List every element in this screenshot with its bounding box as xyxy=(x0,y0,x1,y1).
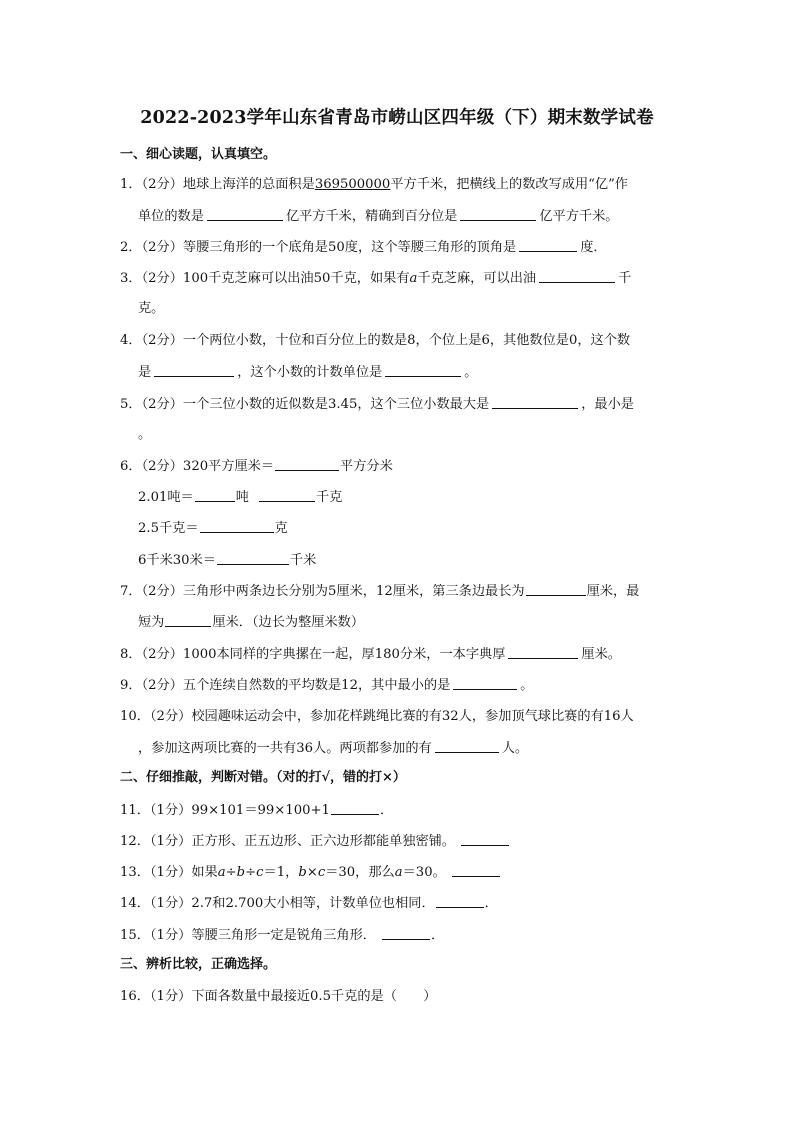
q4-text-d: 。 xyxy=(464,365,478,380)
question-2 xyxy=(120,238,607,257)
question-16: 16．（1分）下面各数量中最接近0.5千克的是（ ） xyxy=(120,989,437,1004)
question-3-line-2: 克。 xyxy=(138,301,165,316)
section-2-heading: 二、仔细推敲，判断对错。（对的打√，错的打×） xyxy=(120,770,406,785)
q3-text-b: 千克芝麻，可以出油 xyxy=(417,271,537,286)
q13-var-b2: b xyxy=(298,865,307,880)
q1-text-c: 单位的数是 xyxy=(138,209,204,224)
q8-text-b: 厘米。 xyxy=(581,647,621,662)
q14-text-b: ． xyxy=(484,896,498,911)
q6-blank-3[interactable] xyxy=(259,488,315,502)
q2-blank[interactable] xyxy=(519,238,577,252)
q6-text-g: 克 xyxy=(274,521,288,536)
q5-text-b: ，最小是 xyxy=(581,397,634,412)
q9-text-b: 。 xyxy=(520,678,534,693)
q7-text-d: 厘米．（边长为整厘米数） xyxy=(212,615,365,630)
section-1-heading: 一、细心读题，认真填空。 xyxy=(120,147,277,162)
q13-text-e: × xyxy=(306,865,318,880)
q13-text-c: ÷ xyxy=(245,865,257,880)
q9-blank[interactable] xyxy=(453,676,517,690)
q5-text-a: 5．（2分）一个三位小数的近似数是3.45，这个三位小数最大是 xyxy=(120,397,490,412)
q12-blank[interactable] xyxy=(461,832,509,846)
q6-blank-4[interactable] xyxy=(200,519,274,533)
q13-blank[interactable] xyxy=(452,863,500,877)
q6-text-e: 千克 xyxy=(315,490,343,505)
q15-blank[interactable] xyxy=(382,926,430,940)
q4-blank-1[interactable] xyxy=(154,363,234,377)
question-6-line-1 xyxy=(120,457,393,476)
question-9 xyxy=(120,676,533,695)
q6-text-a: 6．（2分）320平方厘米＝ xyxy=(120,459,275,474)
q9-text-a: 9．（2分）五个连续自然数的平均数是12，其中最小的是 xyxy=(120,678,451,693)
question-4-line-1: 4．（2分）一个两位小数，十位和百分位上的数是8，个位上是6，其他数位是0，这个数 xyxy=(120,333,631,348)
question-5-line-1 xyxy=(120,395,634,414)
q13-var-a2: a xyxy=(394,865,403,880)
question-14 xyxy=(120,894,498,913)
q13-var-a: a xyxy=(217,865,226,880)
q13-var-c2: c xyxy=(317,865,326,880)
q6-text-f: 2.5千克＝ xyxy=(138,521,199,536)
q15-text-a: 15．（1分）等腰三角形一定是锐角三角形． xyxy=(120,928,376,943)
question-12 xyxy=(120,832,509,851)
q1-text-a: 1．（2分）地球上海洋的总面积是 xyxy=(120,177,315,192)
q7-blank-2[interactable] xyxy=(165,613,211,627)
q4-blank-2[interactable] xyxy=(385,363,461,377)
q3-text-a: 3．（2分）100千克芝麻可以出油50千克，如果有 xyxy=(120,271,410,286)
q10-text-b: ，参加这两项比赛的一共有36人。两项都参加的有 xyxy=(138,741,432,756)
q13-text-f: ＝30，那么 xyxy=(325,865,395,880)
q7-text-b: 厘米，最 xyxy=(586,584,640,599)
question-7-line-1 xyxy=(120,582,639,601)
q6-text-d: 吨 xyxy=(235,490,249,505)
q2-text-b: 度． xyxy=(580,240,607,255)
q14-blank[interactable] xyxy=(436,894,484,908)
q7-blank-1[interactable] xyxy=(526,582,586,596)
question-4-line-2 xyxy=(138,363,477,382)
q3-variable: a xyxy=(409,271,418,286)
q13-var-c: c xyxy=(256,865,264,880)
question-3-line-1 xyxy=(120,269,674,288)
q13-var-b: b xyxy=(236,865,246,880)
question-8 xyxy=(120,645,621,664)
q11-text-a: 11．（1分）99×101＝99×100+1 xyxy=(120,803,330,818)
page-title: 2022-2023学年山东省青岛市崂山区四年级（下）期末数学试卷 xyxy=(140,108,654,128)
q13-text-g: ＝30。 xyxy=(402,865,446,880)
question-15 xyxy=(120,926,444,945)
q7-text-a: 7．（2分）三角形中两条边长分别为5厘米，12厘米，第三条边最长为 xyxy=(120,584,525,599)
q6-blank-5[interactable] xyxy=(217,551,289,565)
q6-text-b: 平方分米 xyxy=(340,459,393,474)
section-3-heading: 三、辨析比较，正确选择。 xyxy=(120,957,277,972)
q10-text-c: 人。 xyxy=(501,741,529,756)
q6-text-h: 6千米30米＝ xyxy=(138,553,216,568)
q14-text-a: 14．（1分）2.7和2.700大小相等，计数单位也相同． xyxy=(120,896,435,911)
question-1-line-1 xyxy=(120,176,628,194)
q3-blank[interactable] xyxy=(539,269,615,283)
q1-blank-1[interactable] xyxy=(207,207,283,221)
q15-text-b: ． xyxy=(430,928,445,943)
q12-text-a: 12．（1分）正方形、正五边形、正六边形都能单独密铺。 xyxy=(120,834,456,849)
question-6-line-4 xyxy=(138,551,316,570)
q11-text-b: ． xyxy=(379,803,394,818)
question-13 xyxy=(120,863,500,882)
question-6-line-2 xyxy=(138,488,342,507)
q4-text-c: ，这个小数的计数单位是 xyxy=(237,365,383,380)
q13-text-d: ＝1， xyxy=(263,865,299,880)
q6-blank-2[interactable] xyxy=(195,488,235,502)
q1-blank-2[interactable] xyxy=(460,207,536,221)
q4-text-b: 是 xyxy=(138,365,152,380)
question-5-line-2 xyxy=(138,426,151,444)
question-10-line-1: 10．（2分）校园趣味运动会中，参加花样跳绳比赛的有32人，参加顶气球比赛的有16人 xyxy=(120,709,634,724)
q1-text-b: 平方千米，把横线上的数改写成用“亿”作 xyxy=(390,177,628,192)
q11-blank[interactable] xyxy=(331,801,379,815)
q6-text-i: 千米 xyxy=(289,553,317,568)
question-10-line-2 xyxy=(138,739,528,758)
q1-underlined-number: 369500000 xyxy=(314,177,391,192)
question-11 xyxy=(120,801,393,820)
q7-text-c: 短为 xyxy=(138,615,165,630)
q5-blank-1[interactable] xyxy=(492,395,578,409)
q13-text-b: ÷ xyxy=(225,865,237,880)
question-1-line-2 xyxy=(138,207,619,226)
question-7-line-2 xyxy=(138,613,364,632)
q13-text-a: 13．（1分）如果 xyxy=(120,865,218,880)
q6-blank-1[interactable] xyxy=(275,457,339,471)
question-6-line-3 xyxy=(138,519,288,538)
q5-text-c: 。 xyxy=(138,427,152,442)
q8-blank[interactable] xyxy=(508,645,578,659)
q2-text-a: 2．（2分）等腰三角形的一个底角是50度，这个等腰三角形的顶角是 xyxy=(120,240,517,255)
q1-text-d: 亿平方千米，精确到百分位是 xyxy=(285,209,458,224)
q1-text-e: 亿平方千米。 xyxy=(539,209,619,224)
q3-text-c: 千 xyxy=(618,271,632,286)
q8-text-a: 8．（2分）1000本同样的字典摞在一起，厚180分米，一本字典厚 xyxy=(120,647,506,662)
q6-text-c: 2.01吨＝ xyxy=(138,490,194,505)
q10-blank[interactable] xyxy=(435,739,499,753)
